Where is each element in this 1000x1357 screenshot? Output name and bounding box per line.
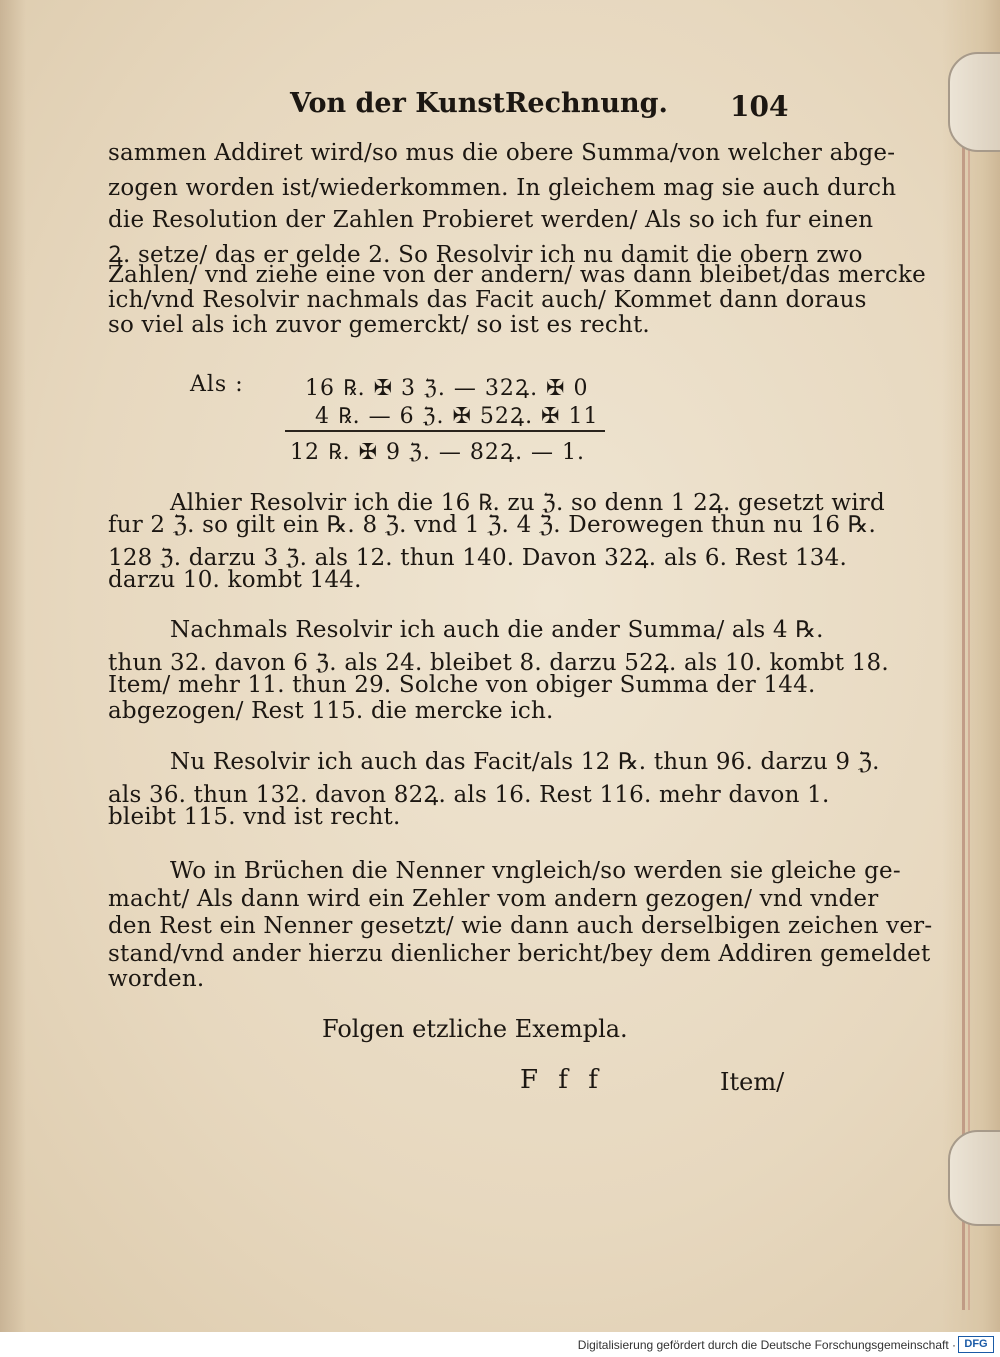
text-line: fur 2 ℨ. so gilt ein ℞. 8 ℨ. vnd 1 ℨ. 4 ℨ. Derowegen thun nu 16 ℞.: [108, 512, 876, 538]
text-line: Nu Resolvir ich auch das Facit/als 12 ℞. thun 96. darzu 9 ℨ.: [170, 749, 880, 775]
text-line: abgezogen/ Rest 115. die mercke ich.: [108, 698, 554, 724]
text-line: die Resolution der Zahlen Probieret werden/ Als so ich fur einen: [108, 207, 874, 233]
text-line: darzu 10. kombt 144.: [108, 567, 362, 593]
page-edge-line-secondary: [968, 80, 970, 1310]
text-line: so viel als ich zuvor gemerckt/ so ist es recht.: [108, 312, 650, 338]
example-row-2: 4 ℞. — 6 ℨ. ✠ 52Ꝝ. ✠ 11: [315, 404, 599, 429]
text-line: Wo in Brüchen die Nenner vngleich/so werden sie gleiche ge-: [170, 858, 901, 884]
example-result: 12 ℞. ✠ 9 ℨ. — 82Ꝝ. — 1.: [290, 440, 586, 465]
text-line: den Rest ein Nenner gesetzt/ wie dann auch derselbigen zeichen ver-: [108, 913, 933, 939]
text-line: zogen worden ist/wiederkommen. In gleichem mag sie auch durch: [108, 175, 897, 201]
text-line: Alhier Resolvir ich die 16 ℞. zu ℨ. so denn 1 2Ꝝ. gesetzt wird: [170, 490, 885, 516]
catchword: Item/: [720, 1068, 785, 1096]
signature-mark: F f f: [520, 1065, 604, 1095]
text-line: worden.: [108, 966, 205, 992]
text-line: Ꝝ. setze/ das er gelde 2. So Resolvir ich nu damit die obern zwo: [108, 242, 863, 268]
page-edge-line: [962, 80, 965, 1310]
page-clip-bottom: [948, 1130, 1000, 1226]
dfg-logo: DFG: [958, 1336, 994, 1353]
page-clip-top: [948, 52, 1000, 152]
text-line: thun 32. davon 6 ℨ. als 24. bleibet 8. darzu 52Ꝝ. als 10. kombt 18.: [108, 650, 889, 676]
section-heading: Folgen etzliche Exempla.: [322, 1015, 628, 1043]
running-title: Von der KunstRechnung.: [290, 88, 668, 119]
gutter-shadow: [0, 0, 26, 1332]
text-line: 128 ℨ. darzu 3 ℨ. als 12. thun 140. Davon 32Ꝝ. als 6. Rest 134.: [108, 545, 847, 571]
text-line: bleibt 115. vnd ist recht.: [108, 804, 401, 830]
example-label: Als :: [190, 372, 244, 397]
text-line: macht/ Als dann wird ein Zehler vom andern gezogen/ vnd vnder: [108, 886, 879, 912]
text-line: ich/vnd Resolvir nachmals das Facit auch/ Kommet dann doraus: [108, 287, 867, 313]
text-line: stand/vnd ander hierzu dienlicher bericht/bey dem Addiren gemeldet: [108, 941, 931, 967]
footer-credit: Digitalisierung gefördert durch die Deutsche Forschungsgemeinschaft ·: [577, 1338, 956, 1352]
text-line: Zahlen/ vnd ziehe eine von der andern/ was dann bleibet/das mercke: [108, 262, 926, 288]
text-line: Item/ mehr 11. thun 29. Solche von obiger Summa der 144.: [108, 672, 816, 698]
text-line: als 36. thun 132. davon 82Ꝝ. als 16. Rest 116. mehr davon 1.: [108, 782, 830, 808]
text-line: sammen Addiret wird/so mus die obere Summa/von welcher abge-: [108, 140, 896, 166]
page-number: 104: [730, 90, 789, 123]
sum-rule: [285, 430, 605, 432]
example-row-1: 16 ℞. ✠ 3 ℨ. — 32Ꝝ. ✠ 0: [305, 376, 589, 401]
text-line: Nachmals Resolvir ich auch die ander Summa/ als 4 ℞.: [170, 617, 824, 643]
